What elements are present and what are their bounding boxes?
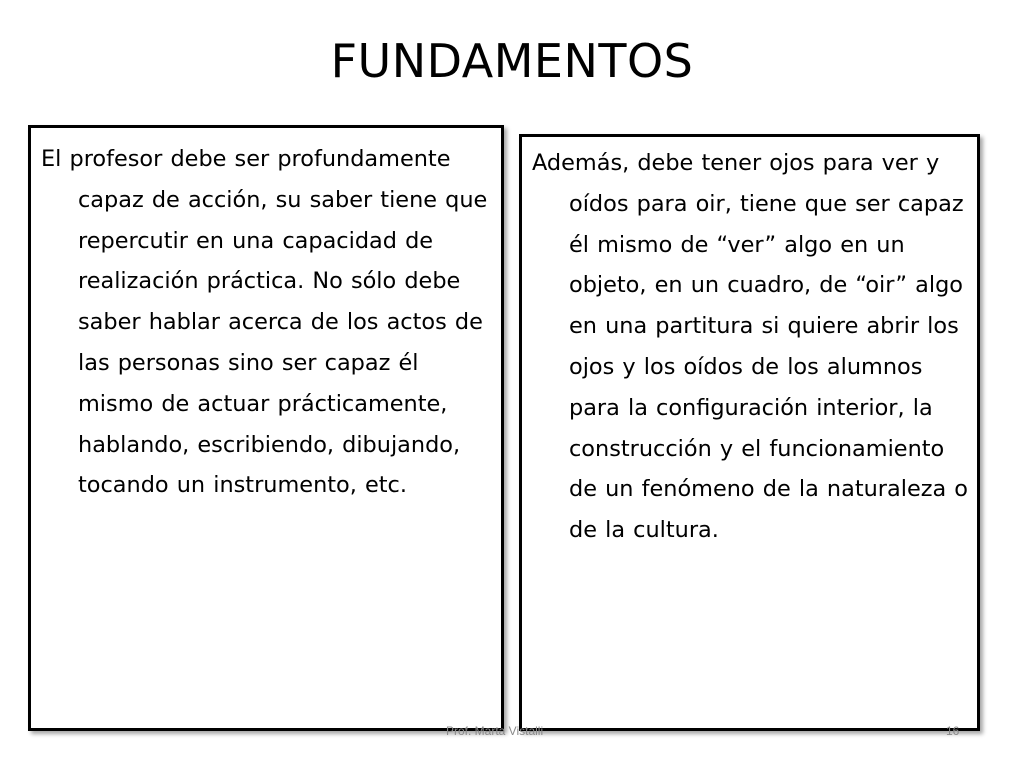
- slide-title: FUNDAMENTOS: [330, 34, 694, 88]
- footer-page-number: 16: [946, 724, 960, 738]
- footer-author: Prof. Marta Vistalli: [446, 724, 544, 738]
- left-text-box: [28, 125, 504, 731]
- right-text-box: [519, 134, 980, 731]
- right-box-text: Además, debe tener ojos para ver y oídos para oir, tiene que ser capaz él mismo de “ver” algo en un objeto, en un cuadro, de “oir” algo en una partitura si quiere abrir los ojos y los oídos de los alumnos para la configuración interior, la construcción y el funcionamiento de un fenómeno de la naturaleza o de la cultura.: [532, 150, 969, 544]
- left-box-text: El profesor debe ser profundamente capaz de acción, su saber tiene que repercutir en una capacidad de realización práctica. No sólo debe saber hablar acerca de los actos de las personas sino ser capaz él mismo de actuar prácticamente, hablando, escribiendo, dibujando, tocando un instrumento, etc.: [41, 146, 488, 499]
